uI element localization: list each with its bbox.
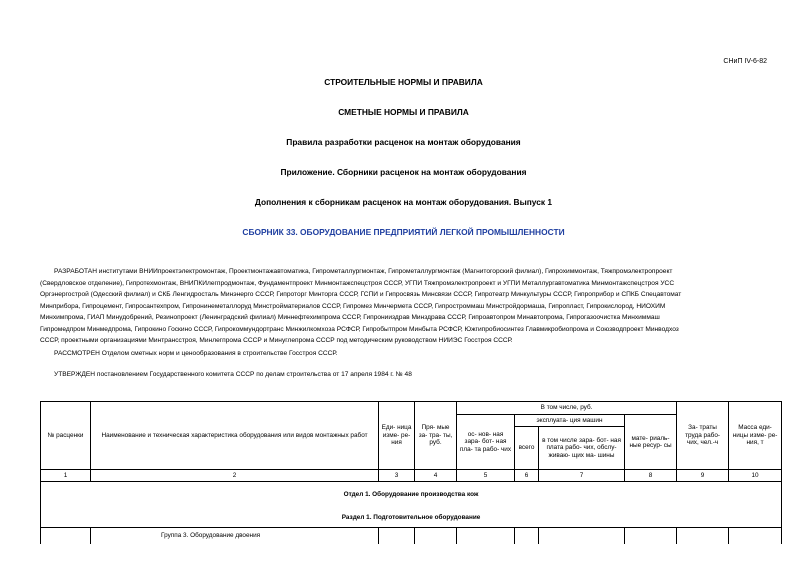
intro-line: Гипромедпром Минмедпрома, Гипрокино Госкино СССР, Гипрокоммундортранс Минжилкомхоза РСФСР, Гипробытпром Минбыта РСФСР, Южгипробиосинтез Главмикробиопрома и Союзводпроект Минводхоз xyxy=(40,325,679,333)
heading-rules: Правила разработки расценок на монтаж оборудования xyxy=(286,137,521,147)
header-labor-costs: За- траты труда рабо- чих, чел.-ч xyxy=(677,402,729,470)
intro-line: Минприбора, Гипроцемент, Гипросантехпром, Гипронинеметаллоруд Минстройматериалов СССР, Гипромез Минчермета СССР, Гипростроммаш Минстройдормаша, Гипропласт, Гипрокислород, НИОХИМ xyxy=(40,302,666,310)
header-machine-operation: эксплуата- ция машин xyxy=(515,415,625,427)
header-materials: мате- риаль- ные ресур- сы xyxy=(625,415,677,470)
col-number: 7 xyxy=(539,470,625,482)
developers-paragraph xyxy=(40,266,800,347)
document-code: СНиП IV-6-82 xyxy=(723,58,767,65)
col-number: 9 xyxy=(677,470,729,482)
header-unit: Еди- ница изме- ре- ния xyxy=(379,402,415,470)
header-direct-costs: Пря- мые за- тра- ты, руб. xyxy=(415,402,457,470)
header-total: всего xyxy=(515,427,539,470)
group-title: Группа 3. Оборудование двоения xyxy=(91,528,379,545)
col-number: 10 xyxy=(729,470,782,482)
rates-table xyxy=(40,401,782,544)
reviewed-text: РАССМОТРЕН Отделом сметных норм и ценообразования в строительстве Госстроя СССР. xyxy=(54,350,338,357)
col-number: 1 xyxy=(41,470,91,482)
heading-norms: СТРОИТЕЛЬНЫЕ НОРМЫ И ПРАВИЛА xyxy=(324,77,483,87)
reviewed-paragraph xyxy=(40,348,800,360)
header-rate-number: № расценки xyxy=(41,402,91,470)
intro-line: РАЗРАБОТАН институтами ВНИИпроектэлектромонтаж, Проектмонтажавтоматика, Гипрометаллургмонтаж, Гипрометаллургмонтаж (Магнитогорский филиал), Гипрохиммонтаж, Тяжпромэлектропроект xyxy=(54,268,673,275)
department-title: Отдел 1. Оборудование производства кож xyxy=(41,482,782,508)
heading-collection: СБОРНИК 33. ОБОРУДОВАНИЕ ПРЕДПРИЯТИЙ ЛЕГКОЙ ПРОМЫШЛЕННОСТИ xyxy=(242,227,565,237)
col-number: 6 xyxy=(515,470,539,482)
heading-appendix: Приложение. Сборники расценок на монтаж оборудования xyxy=(280,167,527,177)
col-number: 3 xyxy=(379,470,415,482)
col-number: 5 xyxy=(457,470,515,482)
heading-estimate-norms: СМЕТНЫЕ НОРМЫ И ПРАВИЛА xyxy=(338,107,469,117)
approved-paragraph xyxy=(40,369,800,381)
col-number: 8 xyxy=(625,470,677,482)
approved-text: УТВЕРЖДЕН постановлением Государственного комитета СССР по делам строительства от 17 апреля 1984 г. № 48 xyxy=(54,371,412,378)
header-basic-wage: ос- нов- ная зара- бот- ная пла- та рабо- чих xyxy=(457,415,515,470)
header-unit-mass: Масса еди- ницы изме- ре- ния, т xyxy=(729,402,782,470)
header-equipment-name: Наименование и техническая характеристика оборудования или видов монтажных работ xyxy=(91,402,379,470)
intro-line: СССР, проектными организациями Минтрансстроя, Минлегпрома СССР и Минуглепрома СССР под методическим руководством НИИЭС Госстроя СССР. xyxy=(40,337,513,344)
section-title: Раздел 1. Подготовительное оборудование xyxy=(41,508,782,528)
col-number: 2 xyxy=(91,470,379,482)
col-number: 4 xyxy=(415,470,457,482)
intro-line: Минхимпрома, ГИАП Минудобрений, Резинопроект (Ленинградский филиал) Миннефтехимпрома СССР, Гипронииздрав Минздрава СССР, Гипроавтопром Минавтопрома, Гипрогазоочистка Минхиммаш xyxy=(40,314,660,321)
intro-line: Оргэнергострой (Одесский филиал) и СКБ Ленгидросталь Минэнерго СССР, Гипроторг Минторга СССР, ГСПИ и Гипросвязь Минсвязи СССР, Гипротеатр Минкультуры СССР, Гипроприбор и СПКБ Спецавтомат xyxy=(40,291,682,298)
header-machine-wage: в том числе зара- бот- ная плата рабо- чих, обслу- живаю- щих ма- шины xyxy=(539,427,625,470)
heading-additions: Дополнения к сборникам расценок на монтаж оборудования. Выпуск 1 xyxy=(254,197,553,207)
intro-line: (Свердловское отделение), Гипротехмонтаж, ВНИПКИлегпродмонтаж, Фундаментпроект Минмонтажспецстроя СССР, УГПИ Тяжпромэлектропроект и УГПИ Металлургавтоматика Минмонтажспецстроя УСС xyxy=(40,279,675,287)
header-including: В том числе, руб. xyxy=(457,402,677,415)
